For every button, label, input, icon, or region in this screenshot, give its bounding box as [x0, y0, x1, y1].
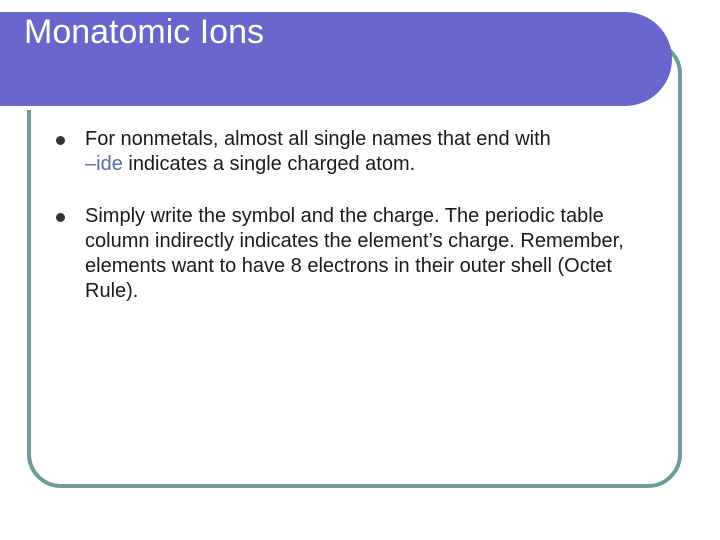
bullet-item-1: [56, 127, 666, 177]
title-underline: [0, 106, 637, 110]
bullet-list: [56, 127, 666, 331]
bullet-1-highlight: –ide: [85, 153, 123, 175]
bullet-2-text: Simply write the symbol and the charge. The periodic table column indirectly indicates the element’s charge. Remember, elements want to have 8 electrons in their outer shell (Octet Rule).: [85, 205, 624, 302]
bullet-1-text-after: indicates a single charged atom.: [122, 153, 416, 175]
slide-title: Monatomic Ions: [24, 13, 264, 51]
bullet-dot-icon: [56, 213, 65, 222]
bullet-dot-icon: [56, 136, 65, 145]
bullet-1-text-before: For nonmetals, almost all single names that end with: [85, 128, 551, 150]
bullet-item-2: [56, 204, 666, 304]
